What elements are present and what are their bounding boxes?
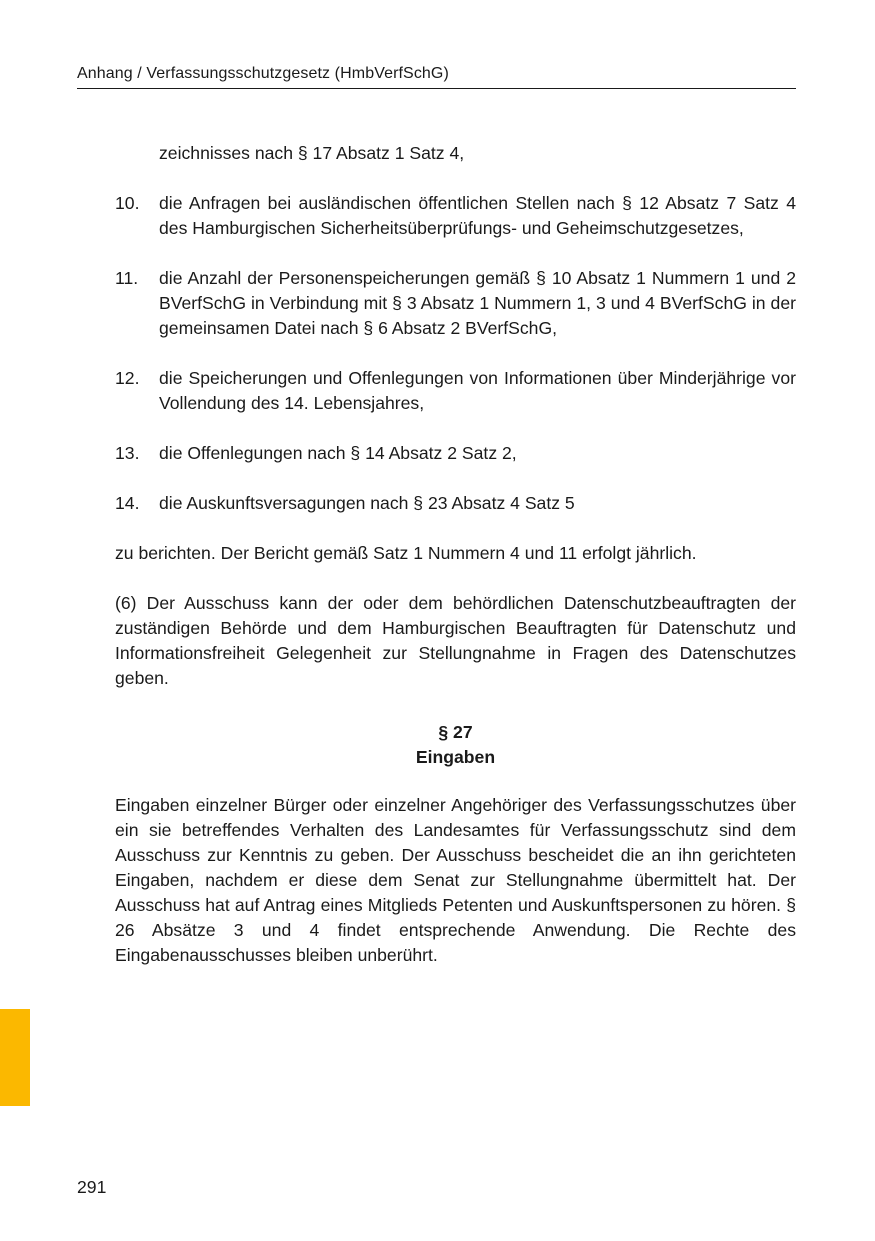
list-item-14: [115, 491, 796, 516]
paragraph-6: (6) Der Ausschuss kann der oder dem behördlichen Datenschutzbeauftragten der zuständigen Behörde und dem Hamburgischen Beauftragten für Datenschutz und Informationsfreiheit Gelegenheit zur Stellungnahme in Fragen des Datenschutzes geben.: [115, 593, 796, 688]
list-text: die Anfragen bei ausländischen öffentlichen Stellen nach § 12 Absatz 7 Satz 4 des Hamburgischen Sicherheitsüberprüfungs- und Geheimschutzgesetzes,: [159, 193, 796, 238]
section-number: § 27: [438, 722, 473, 742]
list-text: die Offenlegungen nach § 14 Absatz 2 Satz 2,: [159, 443, 517, 463]
header-rule: [77, 88, 796, 89]
list-item-12: [115, 366, 796, 416]
list-number: 13.: [115, 443, 140, 463]
list-number: 11.: [115, 268, 139, 288]
list-item-13: [115, 441, 796, 466]
list-continuation: zeichnisses nach § 17 Absatz 1 Satz 4,: [159, 143, 465, 163]
closing-sentence: zu berichten. Der Bericht gemäß Satz 1 Nummern 4 und 11 erfolgt jährlich.: [115, 543, 697, 563]
list-number: 10.: [115, 193, 140, 213]
list-item-10: [115, 191, 796, 241]
list-number: 12.: [115, 368, 140, 388]
chapter-thumb-tab: [0, 1009, 30, 1106]
list-number: 14.: [115, 493, 140, 513]
list-text: die Auskunftsversagungen nach § 23 Absatz 4 Satz 5: [159, 493, 575, 513]
list-text: die Speicherungen und Offenlegungen von Informationen über Minderjährige vor Vollendung des 14. Lebensjahres,: [159, 368, 796, 413]
running-header: Anhang / Verfassungsschutzgesetz (HmbVerfSchG): [77, 65, 449, 82]
section-title: Eingaben: [415, 747, 496, 767]
section-body: Eingaben einzelner Bürger oder einzelner Angehöriger des Verfassungsschutzes über ein sie betreffendes Verhalten des Landesamtes für Verfassungsschutz sind dem Ausschuss zur Kenntnis zu geben. Der Ausschuss bescheidet die an ihn gerichteten Eingaben, nachdem er diese dem Senat zur Stellungnahme übermittelt hat. Der Ausschuss hat auf Antrag eines Mitglieds Petenten und Auskunftspersonen zu hören. § 26 Absätze 3 und 4 findet entsprechende Anwendung. Die Rechte des Eingabenausschusses bleiben unberührt.: [115, 795, 796, 965]
page-number: 291: [77, 1177, 107, 1197]
page-content: [115, 141, 796, 993]
list-item-11: [115, 266, 796, 341]
list-text: die Anzahl der Personenspeicherungen gemäß § 10 Absatz 1 Nummern 1 und 2 BVerfSchG in Verbindung mit § 3 Absatz 1 Nummern 1, 3 und 4 BVerfSchG in der gemeinsamen Datei nach § 6 Absatz 2 BVerfSchG,: [159, 268, 796, 338]
